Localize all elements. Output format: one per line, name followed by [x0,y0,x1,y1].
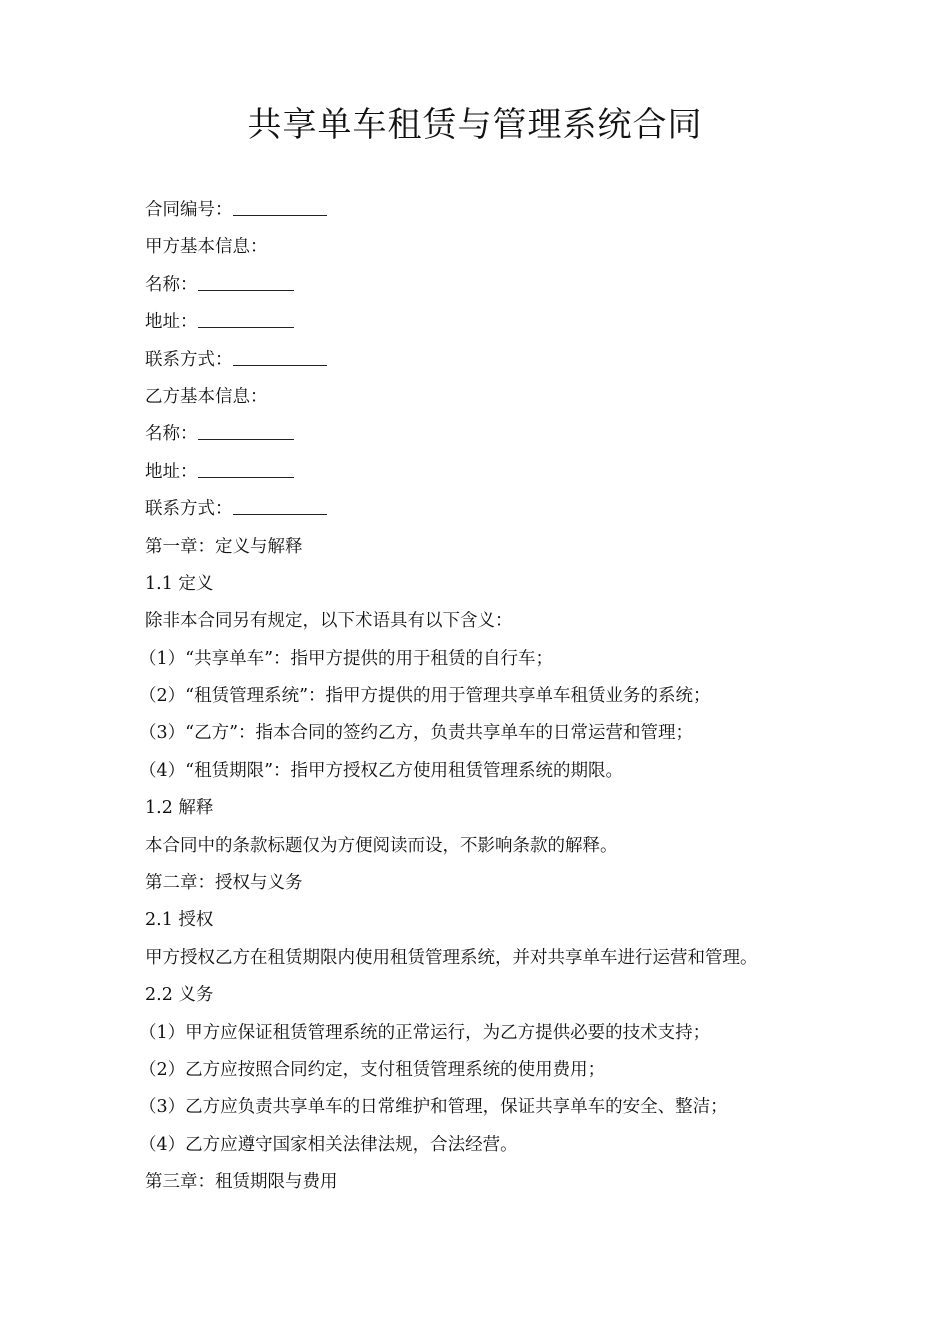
section-1-2-text: 本合同中的条款标题仅为方便阅读而设，不影响条款的解释。 [145,835,618,856]
obligation-item: （4）乙方应遵守国家相关法律法规，合法经营。 [139,1134,518,1155]
party-b-address-line [145,454,845,491]
section-2-1-text: 甲方授权乙方在租赁期限内使用租赁管理系统，并对共享单车进行运营和管理。 [145,947,758,968]
section-2-2-heading: 2.2 义务 [145,985,214,1006]
party-b-contact-blank [233,497,327,515]
section-1-1-intro: 除非本合同另有规定，以下术语具有以下含义： [145,611,513,632]
contract-number-blank [233,198,327,216]
definition-item: （3）“乙方”：指本合同的签约乙方，负责共享单车的日常运营和管理； [139,723,694,744]
obligation-item: （2）乙方应按照合同约定，支付租赁管理系统的使用费用； [139,1059,606,1080]
obligation-item: （3）乙方应负责共享单车的日常维护和管理，保证共享单车的安全、整洁； [139,1097,728,1118]
contract-number-line [145,192,845,229]
definition-item: （4）“租赁期限”：指甲方授权乙方使用租赁管理系统的期限。 [139,760,624,781]
party-b-contact-label: 联系方式： [145,499,233,520]
party-b-address-label: 地址： [145,461,198,482]
document-body [139,192,845,1202]
party-a-name-line [145,267,845,304]
party-b-address-blank [198,460,294,478]
section-1-2-heading: 1.2 解释 [145,798,214,819]
party-a-address-line [145,304,845,341]
document-title: 共享单车租赁与管理系统合同 [247,105,703,145]
party-a-contact-label: 联系方式： [145,349,233,370]
party-a-address-label: 地址： [145,312,198,333]
definition-item: （1）“共享单车”：指甲方提供的用于租赁的自行车； [139,648,554,669]
party-a-name-blank [198,273,294,291]
party-a-contact-line [145,342,845,379]
chapter-2-heading: 第二章：授权与义务 [145,873,303,894]
party-b-name-label: 名称： [145,424,198,445]
section-1-1-heading: 1.1 定义 [145,573,214,594]
section-2-1-heading: 2.1 授权 [145,910,214,931]
definition-item: （2）“租赁管理系统”：指甲方提供的用于管理共享单车租赁业务的系统； [139,686,711,707]
party-b-name-blank [198,422,294,440]
chapter-1-heading: 第一章：定义与解释 [145,536,303,557]
party-a-name-label: 名称： [145,274,198,295]
party-a-address-blank [198,310,294,328]
party-b-contact-line [145,491,845,528]
party-a-header: 甲方基本信息： [145,237,268,258]
party-b-name-line [145,416,845,453]
party-a-contact-blank [233,348,327,366]
party-b-header: 乙方基本信息： [145,386,268,407]
obligation-item: （1）甲方应保证租赁管理系统的正常运行，为乙方提供必要的技术支持； [139,1022,711,1043]
contract-number-label: 合同编号： [145,200,233,220]
chapter-3-heading: 第三章：租赁期限与费用 [145,1172,338,1193]
